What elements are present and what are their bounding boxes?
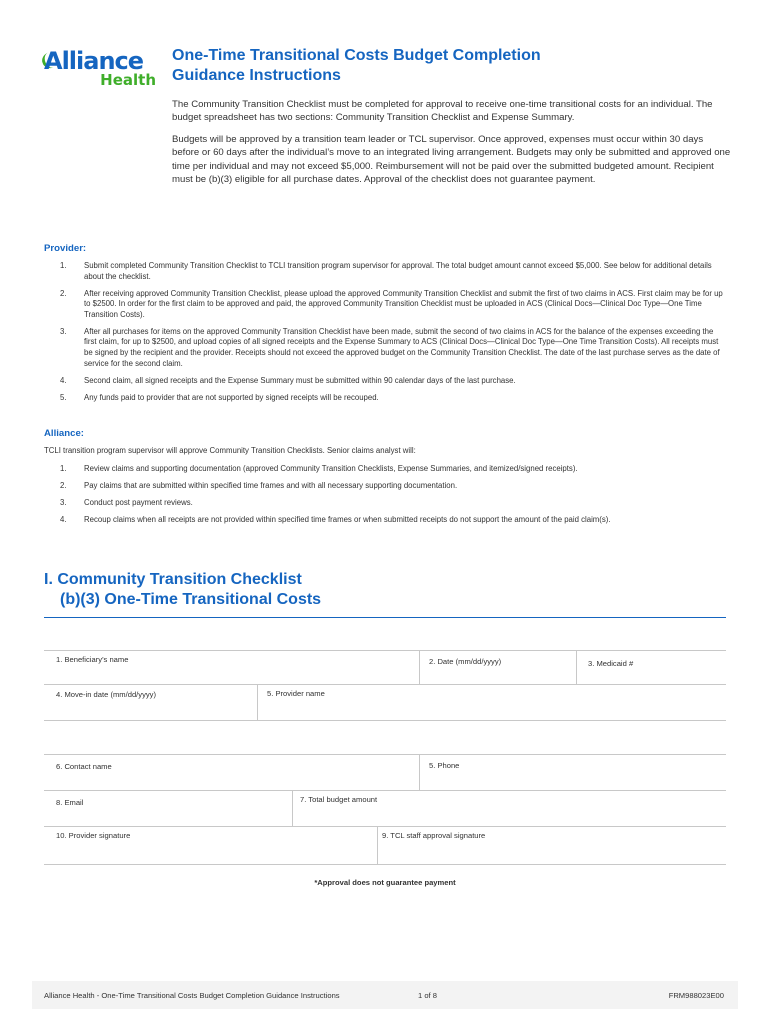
form-rule: [44, 826, 726, 827]
list-number: 3.: [60, 497, 67, 507]
form-rule: [44, 790, 726, 791]
list-text: Second claim, all signed receipts and the Expense Summary must be submitted within 90 calendar days of the last purchase.: [84, 375, 516, 385]
move-in-date-field[interactable]: 4. Move-in date (mm/dd/yyyy): [56, 690, 157, 699]
intro-paragraph-1: The Community Transition Checklist must be completed for approval to receive one-time transitional costs for an individual. The budget spreadsheet has two sections: Community Transition Checklist and Expense Summary.: [172, 99, 713, 124]
list-text: Pay claims that are submitted within specified time frames and with all necessary supporting documentation.: [84, 480, 458, 490]
list-text: Any funds paid to provider that are not supported by signed receipts will be recouped.: [84, 392, 379, 402]
list-number: 2.: [60, 288, 67, 298]
checklist-form: [44, 650, 726, 866]
list-number: 2.: [60, 480, 67, 490]
list-item: [44, 464, 724, 475]
date-field[interactable]: 2. Date (mm/dd/yyyy): [429, 657, 502, 666]
list-item: [44, 289, 724, 321]
provider-heading: Provider:: [44, 243, 87, 254]
list-number: 3.: [60, 326, 67, 336]
list-item: [44, 376, 724, 387]
tcl-approval-signature-field[interactable]: 9. TCL staff approval signature: [382, 831, 486, 840]
form-divider: [419, 754, 420, 790]
logo-sub-text: Health: [100, 71, 156, 89]
form-divider: [576, 650, 577, 684]
form-rule: [44, 650, 726, 651]
form-rule: [44, 864, 726, 865]
form-rule: [44, 720, 726, 721]
form-rule: [44, 754, 726, 755]
list-text: After receiving approved Community Transition Checklist, please upload the approved Community Transition Checklist and submit the first of two claims in ACS. First claim may be for up to $2500. In order for the first claim to be approved and paid, the approved Community Transition Checklist must be uploaded in ACS (Clinical Docs—Clinical Doc Type—One Time Transition Costs).: [84, 288, 723, 319]
list-item: [44, 393, 724, 404]
list-number: 1.: [60, 464, 67, 473]
form-rule: [44, 684, 726, 685]
email-field[interactable]: 8. Email: [56, 798, 84, 807]
list-number: 4.: [60, 375, 67, 385]
list-number: 1.: [60, 261, 67, 270]
title-line-1: One-Time Transitional Costs Budget Completion: [172, 47, 541, 64]
footer-page-number: 1 of 8: [418, 991, 437, 1000]
alliance-heading: Alliance:: [44, 428, 84, 439]
section-title-line-2: (b)(3) One-Time Transitional Costs: [60, 591, 322, 608]
form-divider: [377, 826, 378, 864]
provider-list: [44, 261, 724, 409]
document-title: [172, 46, 541, 86]
list-item: [44, 327, 724, 369]
alliance-health-logo: [44, 48, 156, 92]
provider-signature-field[interactable]: 10. Provider signature: [56, 831, 131, 840]
alliance-lead-text: TCLI transition program supervisor will approve Community Transition Checklists. Senior claims analyst will:: [44, 446, 416, 455]
section-divider: [44, 617, 726, 618]
intro-paragraph-2: Budgets will be approved by a transition team leader or TCL supervisor. Once approved, expenses must occur within 30 days before or 60 days after the individual’s move to an integrated living arrangement. Budgets may only be submitted and approved one time per individual and may not exceed $5,000. Reimbursement will not be paid over the submitted budgeted amount. Recipient must be (b)(3) eligible for all purchase dates. Approval of the checklist does not guarantee payment.: [172, 133, 731, 186]
approval-note: *Approval does not guarantee payment: [314, 878, 456, 887]
footer-form-code: FRM988023E00: [668, 991, 724, 1000]
list-number: 4.: [60, 514, 67, 524]
logo-brand-text: Alliance: [44, 47, 144, 75]
medicaid-number-field[interactable]: 3. Medicaid #: [588, 659, 634, 668]
list-text: Submit completed Community Transition Checklist to TCLI transition program supervisor for approval. The total budget amount cannot exceed $5,000. See below for additional details about the checklist.: [84, 261, 712, 281]
list-item: [44, 515, 724, 526]
section-title-line-1: I. Community Transition Checklist: [44, 571, 302, 588]
list-text: Recoup claims when all receipts are not provided within specified time frames or when submitted receipts do not support the amount of the paid claim(s).: [84, 514, 611, 524]
section-title: [44, 570, 321, 610]
list-text: After all purchases for items on the approved Community Transition Checklist have been made, submit the second of two claims in ACS for the balance of the expenses exceeding the first claim, for up to $2500, and upload copies of all signed receipts and the Expense Summary to ACS (Clinical Docs—Clinical Doc Type—One Time Transition Costs). All receipts must be signed by the recipient and the provider. Receipts should not exceed the approved budget on the Community Transition Checklist. The date of the last purchase serves as the date of service for the second claim.: [84, 326, 720, 368]
list-item: [44, 481, 724, 492]
form-divider: [292, 790, 293, 826]
phone-field[interactable]: 5. Phone: [429, 761, 460, 770]
list-number: 5.: [60, 392, 67, 402]
list-item: [44, 498, 724, 509]
footer-title: Alliance Health - One-Time Transitional Costs Budget Completion Guidance Instructions: [44, 991, 340, 1000]
list-text: Review claims and supporting documentation (approved Community Transition Checklists, Expense Summaries, and itemized/signed receipts).: [84, 464, 578, 473]
title-line-2: Guidance Instructions: [172, 67, 341, 84]
list-text: Conduct post payment reviews.: [84, 497, 193, 507]
page-footer: [32, 981, 738, 1009]
alliance-list: [44, 464, 724, 532]
contact-name-field[interactable]: 6. Contact name: [56, 762, 112, 771]
provider-name-field[interactable]: 5. Provider name: [267, 689, 325, 698]
form-divider: [419, 650, 420, 684]
form-divider: [257, 684, 258, 720]
list-item: [44, 261, 724, 282]
total-budget-field[interactable]: 7. Total budget amount: [300, 795, 378, 804]
intro-text: [172, 98, 732, 194]
beneficiary-name-field[interactable]: 1. Beneficiary’s name: [56, 655, 129, 664]
